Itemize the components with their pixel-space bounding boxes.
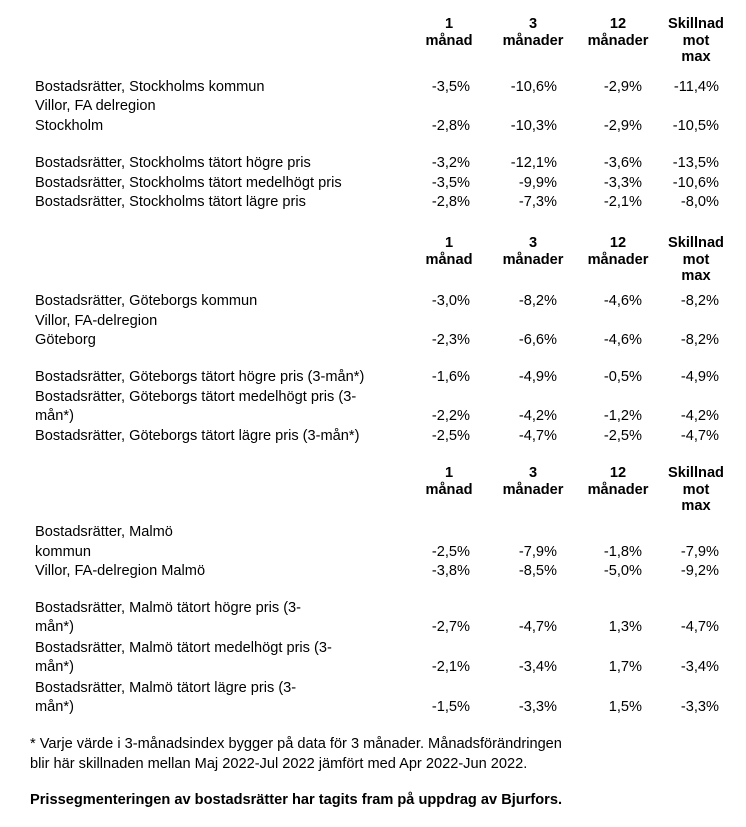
column-header-line: 1 (444, 16, 454, 32)
row-label: kommun (35, 544, 91, 560)
column-header-col2 (493, 16, 573, 49)
row-value-col1: -3,0% (431, 293, 470, 309)
column-header-col3 (578, 235, 658, 268)
column-header-line: Skillnad (668, 235, 724, 251)
column-header-line: månad (425, 481, 473, 498)
row-value-col4: -13,5% (672, 155, 719, 171)
column-header-line: Skillnad (668, 16, 724, 32)
row-value-col3: -2,9% (603, 79, 642, 95)
row-value-col1: -2,2% (431, 408, 470, 424)
row-value-col1: -2,5% (431, 544, 470, 560)
row-value-col2: -9,9% (518, 175, 557, 191)
row-value-col3: -2,1% (603, 194, 642, 210)
column-header-line: månader (502, 32, 564, 49)
column-header-col1 (419, 235, 479, 268)
row-value-col3: 1,3% (608, 619, 642, 635)
row-value-col1: -2,3% (431, 332, 470, 348)
row-value-col4: -4,2% (680, 408, 719, 424)
row-value-col1: -3,5% (431, 79, 470, 95)
row-value-col4: -8,2% (680, 332, 719, 348)
row-label: Bostadsrätter, Malmö tätort lägre pris (3- (35, 680, 297, 696)
row-label: Villor, FA delregion (35, 98, 156, 114)
row-value-col1: -2,8% (431, 194, 470, 210)
row-value-col3: -4,6% (603, 293, 642, 309)
column-header-col4 (656, 465, 736, 515)
row-value-col3: -3,3% (603, 175, 642, 191)
row-value-col4: -4,9% (680, 369, 719, 385)
row-value-col2: -10,6% (510, 79, 557, 95)
row-value-col4: -4,7% (680, 428, 719, 444)
row-label: Villor, FA-delregion (35, 313, 158, 329)
row-value-col2: -3,3% (518, 699, 557, 715)
credit-note: Prissegmenteringen av bostadsrätter har tagits fram på uppdrag av Bjurfors. (30, 792, 563, 808)
row-value-col3: -1,2% (603, 408, 642, 424)
row-value-col1: -2,8% (431, 118, 470, 134)
row-value-col2: -6,6% (518, 332, 557, 348)
row-value-col3: -2,9% (603, 118, 642, 134)
footnote-line: blir här skillnaden mellan Maj 2022-Jul 2022 jämfört med Apr 2022-Jun 2022. (30, 756, 528, 772)
column-header-line: max (681, 268, 711, 284)
row-value-col4: -11,4% (673, 79, 719, 95)
row-value-col4: -10,6% (672, 175, 719, 191)
row-label: Stockholm (35, 118, 104, 134)
column-header-line: 1 (444, 465, 454, 481)
row-value-col2: -7,9% (518, 544, 557, 560)
row-value-col2: -12,1% (510, 155, 557, 171)
row-value-col2: -10,3% (510, 118, 557, 134)
row-value-col2: -4,2% (518, 408, 557, 424)
row-label: Bostadsrätter, Göteborgs kommun (35, 293, 258, 309)
column-header-col1 (419, 16, 479, 49)
row-value-col3: 1,5% (608, 699, 642, 715)
row-value-col4: -8,2% (680, 293, 719, 309)
row-label: Bostadsrätter, Göteborgs tätort högre pris (3-mån*) (35, 369, 365, 385)
column-header-line: max (681, 498, 711, 514)
column-header-line: max (681, 49, 711, 65)
row-value-col4: -9,2% (680, 563, 719, 579)
column-header-line: månad (425, 251, 473, 268)
row-label: mån*) (35, 659, 74, 675)
row-label: Bostadsrätter, Malmö tätort högre pris (3- (35, 600, 302, 616)
row-label: Bostadsrätter, Malmö tätort medelhögt pris (3- (35, 640, 332, 656)
row-label: Bostadsrätter, Malmö (35, 524, 173, 540)
column-header-col2 (493, 465, 573, 498)
row-label: mån*) (35, 699, 74, 715)
column-header-line: 3 (528, 465, 538, 481)
row-value-col4: -3,3% (680, 699, 719, 715)
row-label: Bostadsrätter, Göteborgs tätort medelhögt pris (3- (35, 389, 357, 405)
row-label: Bostadsrätter, Göteborgs tätort lägre pris (3-mån*) (35, 428, 360, 444)
column-header-line: 12 (609, 16, 627, 32)
row-value-col3: -5,0% (603, 563, 642, 579)
column-header-line: 3 (528, 235, 538, 251)
row-value-col1: -1,5% (431, 699, 470, 715)
row-value-col4: -7,9% (680, 544, 719, 560)
row-label: Bostadsrätter, Stockholms tätort medelhögt pris (35, 175, 342, 191)
column-header-col3 (578, 16, 658, 49)
row-label: Bostadsrätter, Stockholms tätort lägre pris (35, 194, 306, 210)
row-value-col1: -3,2% (431, 155, 470, 171)
row-value-col1: -3,8% (431, 563, 470, 579)
column-header-line: månad (425, 32, 473, 49)
row-value-col4: -3,4% (680, 659, 719, 675)
row-label: Villor, FA-delregion Malmö (35, 563, 206, 579)
footnote-line: * Varje värde i 3-månadsindex bygger på data för 3 månader. Månadsförändringen (30, 736, 562, 752)
column-header-line: mot (682, 251, 710, 268)
row-value-col3: -1,8% (603, 544, 642, 560)
row-value-col3: -4,6% (603, 332, 642, 348)
column-header-col1 (419, 465, 479, 498)
row-value-col2: -8,5% (518, 563, 557, 579)
row-value-col3: -2,5% (603, 428, 642, 444)
column-header-line: 12 (609, 465, 627, 481)
row-value-col2: -7,3% (518, 194, 557, 210)
row-label: Bostadsrätter, Stockholms tätort högre pris (35, 155, 311, 171)
row-value-col4: -8,0% (680, 194, 719, 210)
row-value-col2: -4,9% (518, 369, 557, 385)
row-value-col1: -2,5% (431, 428, 470, 444)
column-header-line: månader (587, 251, 649, 268)
column-header-line: Skillnad (668, 465, 724, 481)
column-header-line: månader (587, 481, 649, 498)
column-header-line: månader (502, 481, 564, 498)
row-label: Bostadsrätter, Stockholms kommun (35, 79, 265, 95)
row-value-col4: -4,7% (680, 619, 719, 635)
row-value-col2: -8,2% (518, 293, 557, 309)
row-value-col2: -4,7% (518, 619, 557, 635)
column-header-line: 12 (609, 235, 627, 251)
column-header-line: 1 (444, 235, 454, 251)
row-value-col3: 1,7% (608, 659, 642, 675)
row-value-col1: -2,1% (431, 659, 470, 675)
row-value-col2: -3,4% (518, 659, 557, 675)
row-value-col2: -4,7% (518, 428, 557, 444)
column-header-col4 (656, 16, 736, 66)
row-value-col1: -3,5% (431, 175, 470, 191)
column-header-col2 (493, 235, 573, 268)
row-value-col4: -10,5% (672, 118, 719, 134)
row-value-col3: -3,6% (603, 155, 642, 171)
column-header-line: månader (587, 32, 649, 49)
row-value-col1: -2,7% (431, 619, 470, 635)
row-value-col1: -1,6% (431, 369, 470, 385)
column-header-col3 (578, 465, 658, 498)
column-header-line: mot (682, 481, 710, 498)
row-label: Göteborg (35, 332, 96, 348)
row-label: mån*) (35, 619, 74, 635)
column-header-col4 (656, 235, 736, 285)
column-header-line: mot (682, 32, 710, 49)
row-value-col3: -0,5% (603, 369, 642, 385)
column-header-line: månader (502, 251, 564, 268)
column-header-line: 3 (528, 16, 538, 32)
row-label: mån*) (35, 408, 74, 424)
